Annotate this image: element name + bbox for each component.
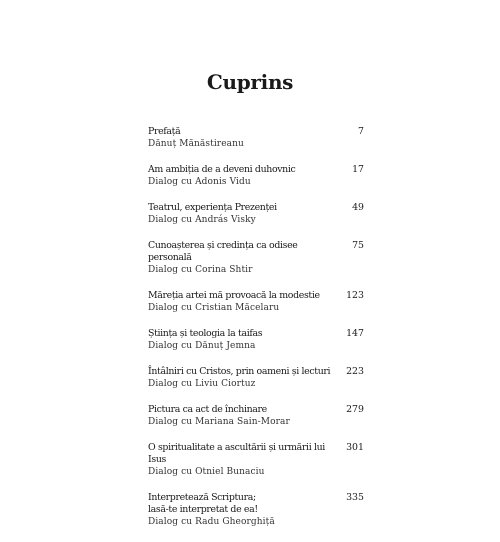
table-of-contents [148, 126, 364, 542]
toc-entry [148, 328, 364, 352]
toc-entry-page-number: 147 [346, 328, 364, 339]
toc-entry-page-number: 301 [346, 442, 364, 453]
toc-entry-title: Prefață [148, 126, 181, 137]
toc-entry-title: O spiritualitate a ascultării și urmării lui Isus [148, 442, 325, 465]
toc-entry-title: Știința și teologia la taifas [148, 328, 263, 339]
toc-entry [148, 202, 364, 226]
toc-entry-author: Dialog cu Radu Gheorghiță [148, 517, 275, 527]
toc-entry-page-number: 17 [352, 164, 364, 175]
toc-entry-author: Dialog cu Corina Shtir [148, 265, 253, 275]
toc-entry-page-number: 335 [346, 492, 364, 503]
toc-entry [148, 126, 364, 150]
toc-entry [148, 366, 364, 390]
toc-entry-title: Cunoașterea și credința ca odisee personală [148, 240, 298, 263]
toc-entry-author: Dialog cu Cristian Măcelaru [148, 303, 280, 313]
toc-entry-author: Dialog cu Mariana Sain-Morar [148, 417, 290, 427]
toc-entry [148, 442, 364, 478]
toc-entry-page-number: 7 [358, 126, 364, 137]
toc-entry-title: Măreția artei mă provoacă la modestie [148, 290, 320, 301]
toc-entry-page-number: 223 [346, 366, 364, 377]
toc-entry-title: Teatrul, experiența Prezenței [148, 202, 277, 213]
toc-entry-title: Interpretează Scriptura; lasă-te interpretat de ea! [148, 492, 258, 515]
toc-entry-author: Dialog cu Adonis Vidu [148, 177, 251, 187]
toc-entry [148, 492, 364, 528]
toc-entry [148, 164, 364, 188]
toc-entry-page-number: 49 [352, 202, 364, 213]
page-title: Cuprins [206, 70, 294, 94]
toc-entry [148, 290, 364, 314]
toc-entry-title: Întâlniri cu Cristos, prin oameni și lecturi [148, 366, 331, 377]
toc-entry-page-number: 75 [352, 240, 364, 251]
toc-entry [148, 404, 364, 428]
toc-entry [148, 240, 364, 276]
toc-entry-author: Dialog cu Otniel Bunaciu [148, 467, 265, 477]
toc-entry-title: Pictura ca act de închinare [148, 404, 267, 415]
toc-entry-author: Dănuț Mănăstireanu [148, 139, 244, 149]
toc-entry-author: Dialog cu Liviu Ciortuz [148, 379, 256, 389]
toc-entry-title: Am ambiția de a deveni duhovnic [148, 164, 296, 175]
toc-entry-page-number: 123 [346, 290, 364, 301]
toc-entry-page-number: 279 [346, 404, 364, 415]
toc-entry-author: Dialog cu András Visky [148, 215, 256, 225]
toc-entry-author: Dialog cu Dănuț Jemna [148, 341, 256, 351]
